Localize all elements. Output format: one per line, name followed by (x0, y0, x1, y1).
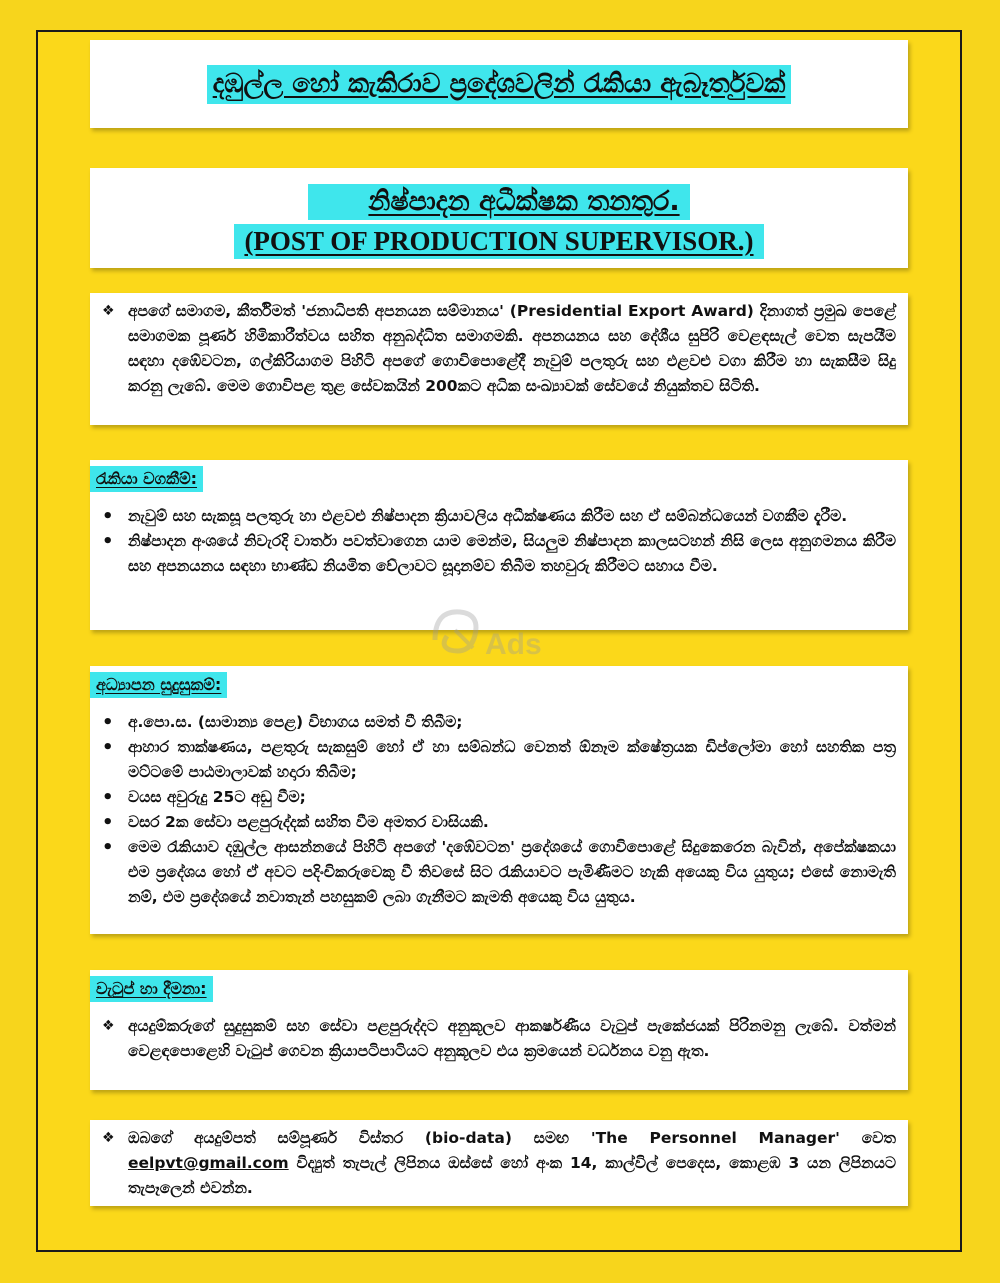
salary-text: අයදුම්කරුගේ සුදුසුකම් සහ සේවා පළපුරුද්දට අනුකූලව ආකර්ෂණීය වැටුප් පැකේජයක් පිරිනමනු ලැබේ. වත්මන් වෙළඳපොළෙහි වැටුප් ගෙවන ක්‍රියාපටිපාටියට අනුකූලව එය ක්‍රමයෙන් වර්ධනය වනු ඇත. (128, 1017, 896, 1060)
qualifications-section (90, 666, 908, 934)
intro-text: අපගේ සමාගම, කීර්තිමත් 'ජනාධිපති අපනයන සම්මානය' (Presidential Export Award) දිනාගත් ප්‍රමුඛ පෙළේ සමාගමක පූර්ණ හිමිකාරීත්වය සහිත අනුබද්ධිත සමාගමකි. අපනයනය සහ දේශීය සුපිරි වෙළඳසැල් වෙත සැපයීම සඳහා දඹේවටන, ගල්කිරියාගම පිහිටි අපගේ ගොවිපොළේදී නැවුම් පලතුරු සහ එළවළු වගා කිරීම හා සැකසීම සිදු කරනු ලැබේ. මෙම ගොවිපළ තුළ සේවකයින් 200කට අධික සංඛ්‍යාවක් සේවයේ නියුක්තව සිටිති. (128, 302, 896, 395)
list-item (102, 504, 896, 529)
post-title-box (90, 168, 908, 268)
bullet-icon: • (102, 787, 114, 808)
list-item (102, 785, 896, 810)
bullet-icon: • (102, 837, 114, 858)
list-item (102, 835, 896, 910)
qualification-text: අ.පො.ස. (සාමාන්‍ය පෙළ) විභාගය සමත් වී තිබීම; (128, 713, 463, 731)
diamond-bullet-icon: ❖ (102, 303, 115, 319)
duty-text: නැවුම් සහ සැකසූ පලතුරු හා එළවළු නිෂ්පාදන ක්‍රියාවලිය අධීක්ෂණය කිරීම සහ ඒ සම්බන්ධයෙන් වගකීම දැරීම. (128, 507, 848, 525)
qualification-text: වසර 2ක සේවා පළපුරුද්දක් සහිත වීම අමතර වාසියකි. (128, 813, 489, 831)
watermark-text: Ads (485, 628, 542, 661)
diamond-bullet-icon: ❖ (102, 1130, 115, 1146)
list-item (102, 529, 896, 579)
qualification-text: වයස අවුරුදු 25ට අඩු වීම; (128, 788, 306, 806)
duties-heading: රැකියා වගකීම්: (90, 466, 203, 492)
bullet-icon: • (102, 737, 114, 758)
list-item (102, 710, 896, 735)
contact-text-before: ඔබගේ අයදුම්පත් සම්පූර්ණ විස්තර (bio-data) සමඟ 'The Personnel Manager' වෙත (128, 1129, 896, 1147)
diamond-bullet-icon: ❖ (102, 1018, 115, 1034)
title-box (90, 40, 908, 128)
qualification-text: ආහාර තාක්ෂණය, පළතුරු සැකසුම් හෝ ඒ හා සම්බන්ධ වෙනත් ඕනෑම ක්ෂේත්‍රයක ඩිප්ලෝමා හෝ සහතික පත්‍ර මට්ටමේ පාඨමාලාවක් හදාරා තිබීම; (128, 738, 896, 781)
qualifications-heading: අධ්‍යාපන සුදුසුකම්: (90, 672, 227, 698)
bullet-icon: • (102, 812, 114, 833)
bullet-icon: • (102, 712, 114, 733)
list-item (102, 735, 896, 785)
bullet-icon: • (102, 506, 114, 527)
email-link[interactable]: eelpvt@gmail.com (128, 1154, 289, 1172)
salary-heading: වැටුප් හා දීමනා: (90, 976, 213, 1002)
post-title-sinhala: නිෂ්පාදන අධීක්ෂක තනතුර. (308, 184, 689, 220)
contact-text-after: විද්‍යුත් තැපැල් ලිපිනය ඔස්සේ හෝ අංක 14, කාල්විල් පෙදෙස, කොළඹ 3 යන ලිපිනයට තැපෑලෙන් එවන්න. (128, 1154, 896, 1197)
bullet-icon: • (102, 531, 114, 552)
post-title-english: (POST OF PRODUCTION SUPERVISOR.) (234, 224, 763, 259)
page-title: දඹුල්ල හෝ කැකිරාව ප්‍රදේශවලින් රැකියා ඇබෑර්තුවක් (207, 65, 792, 104)
list-item (102, 810, 896, 835)
company-intro (90, 293, 908, 425)
duties-section (90, 460, 908, 630)
contact-section (90, 1120, 908, 1206)
qualification-text: මෙම රැකියාව දඹුල්ල ආසන්නයේ පිහිටි අපගේ 'දඹේවටන' ප්‍රදේශයේ ගොවිපොළේ සිදුකෙරෙන බැවින්, අපේක්ෂකයා එම ප්‍රදේශය හෝ ඒ අවට පදිංචිකරුවෙකු වී තිවසේ සිට රැකියාවට පැමිණීමට හැකි අයෙකු විය යුතුය; එසේ නොමැති නම්, එම ප්‍රදේශයේ නවාතැන් පහසුකම් ලබා ගැනීමට කැමති අයෙකු විය යුතුය. (128, 838, 896, 906)
salary-section (90, 970, 908, 1090)
duty-text: නිෂ්පාදන අංශයේ නිවැරදි වාර්තා පවත්වාගෙන යාම මෙන්ම, සියලුම නිෂ්පාදන කාලසටහන් නිසි ලෙස අනුගමනය කිරීම සහ අපනයනය සඳහා භාණ්ඩ නියමිත වේලාවට සූදානම්ව තිබීම තහවුරු කිරීමට සහාය වීම. (128, 532, 896, 575)
